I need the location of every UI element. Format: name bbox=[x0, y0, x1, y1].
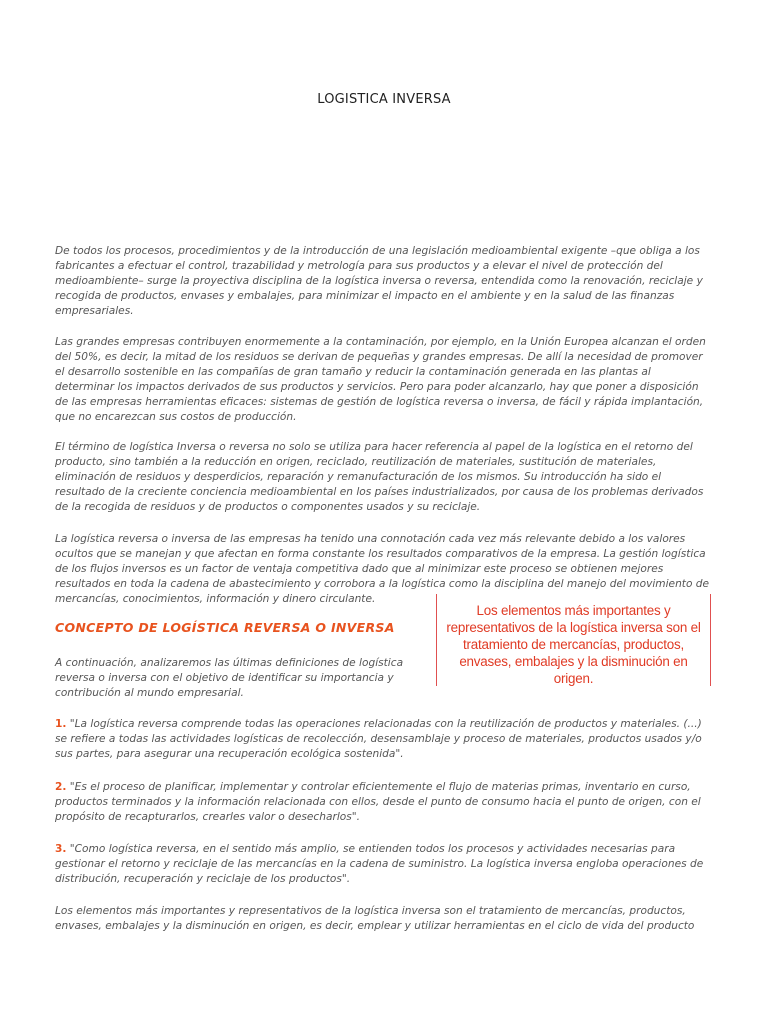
paragraph-pollution: Las grandes empresas contribuyen enormemente a la contaminación, por ejemplo, en la Unión Europea alcanzan el orden del 50%, es decir, la mitad de los residuos se derivan de pequeñas y grandes empresas. De allí la necesidad de promover el desarrollo sostenible en las compañías de gran tamaño y reducir la contaminación generada en las plantas al determinar los impactos derivados de sus productos y servicios. Pero para poder alcanzarlo, hay que poner a disposición de las empresas herramientas eficaces: sistemas de gestión de logística reversa o inversa, de fácil y rápida implantación, que no encarezcan sus costos de producción. bbox=[55, 336, 706, 423]
paragraph-relevance: La logística reversa o inversa de las empresas ha tenido una connotación cada vez más relevante debido a los valores ocultos que se manejan y que afectan en forma constante los resultados comparativos de la empresa. La gestión logística de los flujos inversos es un factor de ventaja competitiva dado que al minimizar este proceso se obtienen mejores resultados en toda la cadena de abastecimiento y corrobora a la logística como la disciplina del manejo del movimiento de mercancías, conocimientos, información y dinero circulante. bbox=[55, 533, 710, 605]
pull-quote-box bbox=[436, 594, 711, 686]
paragraph-term: El término de logística Inversa o reversa no solo se utiliza para hacer referencia al papel de la logística en el retorno del producto, sino también a la reducción en origen, reciclado, reutilización de materiales, sustitución de materiales, eliminación de residuos y desperdicios, reparación y remanufacturación de los mismos. Su introducción ha sido el resultado de la creciente conciencia medioambiental en los países industrializados, por causa de los problemas derivados de la recogida de residuos y de productos o componentes usados y su reciclaje. bbox=[55, 441, 704, 513]
definition-number: 2. bbox=[55, 781, 67, 793]
definition-text: "Como logística reversa, en el sentido más amplio, se entienden todos los procesos y actividades necesarias para gestionar el retorno y reciclaje de las mercancías en la cadena de suministro. La logística inversa engloba operaciones de distribución, recuperación y reciclaje de los productos". bbox=[55, 843, 704, 885]
paragraph-closing: Los elementos más importantes y representativos de la logística inversa son el tratamiento de mercancías, productos, envases, embalajes y la disminución en origen, es decir, emplear y utilizar herramientas en el ciclo de vida del producto bbox=[55, 905, 695, 932]
definition-item bbox=[55, 717, 710, 762]
definition-text: "La logística reversa comprende todas las operaciones relacionadas con la reutilización de productos y materiales. (...) se refiere a todas las actividades logísticas de recolección, desensamblaje y proceso de materiales, productos usados y/o sus partes, para asegurar una recuperación ecológica sostenida". bbox=[55, 718, 702, 760]
definition-item bbox=[55, 780, 710, 825]
definition-number: 1. bbox=[55, 718, 67, 730]
document-title: LOGISTICA INVERSA bbox=[317, 92, 451, 107]
pull-quote-text: Los elementos más importantes y representativos de la logística inversa son el tratamiento de mercancías, productos, envases, embalajes y la disminución en origen. bbox=[446, 603, 701, 687]
definition-text: "Es el proceso de planificar, implementar y controlar eficientemente el flujo de materias primas, inventario en curso, productos terminados y la información relacionada con ellos, desde el punto de consumo hacia el punto de origen, con el propósito de recapturarlos, crearles valor o desecharlos". bbox=[55, 781, 701, 823]
section-heading: CONCEPTO DE LOGÍSTICA REVERSA O INVERSA bbox=[55, 620, 395, 635]
paragraph-intro: De todos los procesos, procedimientos y de la introducción de una legislación medioambiental exigente –que obliga a los fabricantes a efectuar el control, trazabilidad y metrología para sus productos y a elevar el nivel de protección del medioambiente– surge la proyectiva disciplina de la logística inversa o reversa, entendida como la renovación, reciclaje y recogida de productos, envases y embalajes, para minimizar el impacto en el ambiente y en la salud de las finanzas empresariales. bbox=[55, 245, 703, 317]
definition-item bbox=[55, 842, 710, 887]
section-intro: A continuación, analizaremos las últimas definiciones de logística reversa o inversa con el objetivo de identificar su importancia y contribución al mundo empresarial. bbox=[55, 657, 404, 699]
definition-number: 3. bbox=[55, 843, 67, 855]
